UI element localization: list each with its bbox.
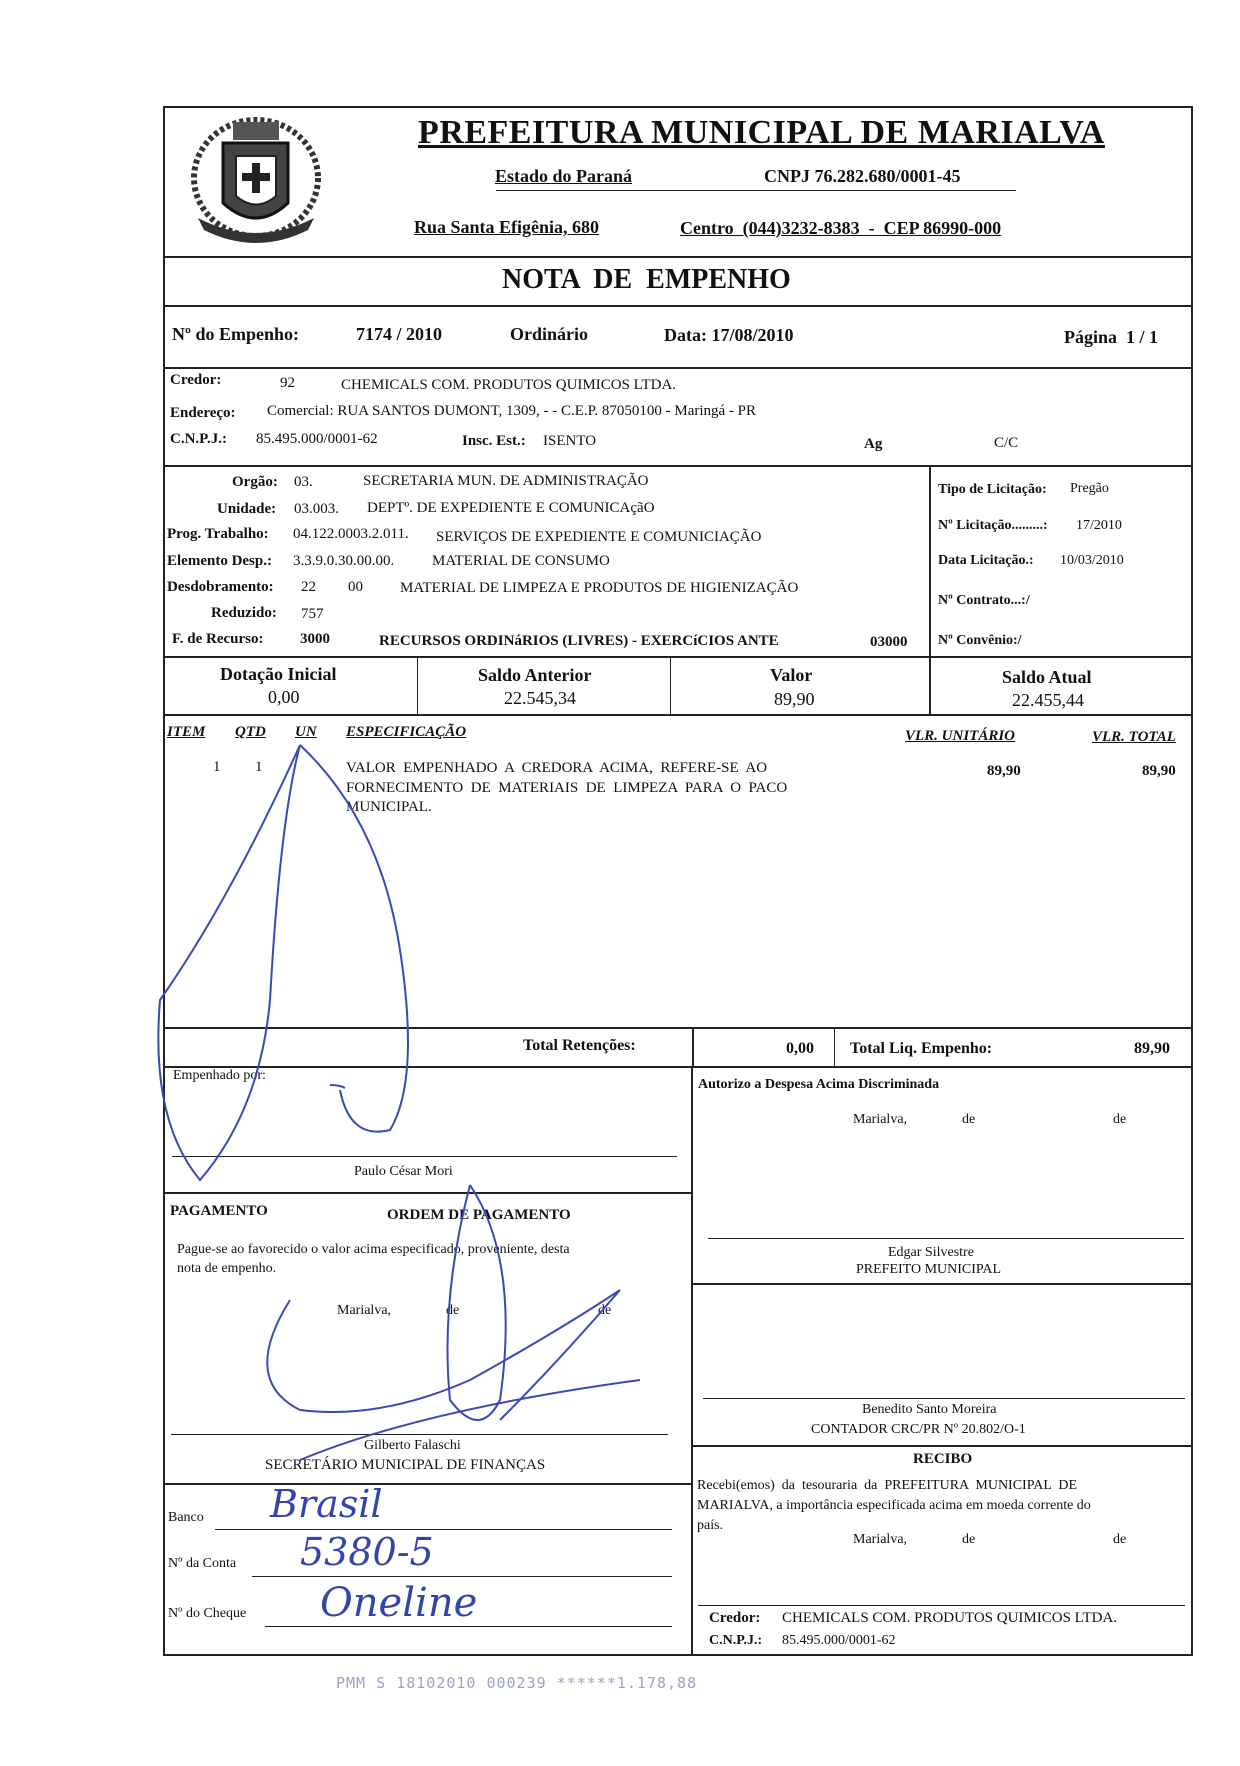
recibo-text-line-3: país. [697,1518,724,1533]
empenho-type: Ordinário [510,324,589,344]
desdobramento-name: MATERIAL DE LIMPEZA E PRODUTOS DE HIGIENIZAÇÃO [400,580,799,596]
header-title: PREFEITURA MUNICIPAL DE MARIALVA [418,114,1105,151]
total-retencoes-value: 0,00 [786,1040,814,1057]
recibo-cnpj-label: C.N.P.J.: [709,1633,763,1648]
pagamento-de-2: de [598,1303,612,1318]
total-liq-label: Total Liq. Empenho: [850,1040,993,1057]
address-label: Endereço: [170,405,236,421]
header-contact: Centro (044)3232-8383 - CEP 86990-000 [680,218,1002,238]
item-qtd: 1 [255,759,263,775]
recibo-cnpj: 85.495.000/0001-62 [782,1633,896,1648]
items-header-un: UN [295,724,317,740]
item-spec-line-1: VALOR EMPENHADO A CREDORA ACIMA, REFERE-SE AO [346,760,768,776]
header-state: Estado do Paraná [495,166,633,186]
saldo-atual-label: Saldo Atual [1002,667,1092,687]
elemento-label: Elemento Desp.: [167,553,272,569]
saldo-anterior-label: Saldo Anterior [478,665,592,685]
cnpj-label: C.N.P.J.: [170,431,227,447]
reduzido-value: 757 [301,606,324,622]
empenhado-name: Paulo César Mori [354,1164,453,1179]
page-number: Página 1 / 1 [1064,327,1159,347]
saldo-atual-value: 22.455,44 [1012,690,1084,710]
bank-stamp: PMM S 18102010 000239 ******1.178,88 [336,1674,698,1692]
recurso-name: RECURSOS ORDINáRIOS (LIVRES) - EXERCíCIOS ANTE [379,633,779,649]
recibo-de-1: de [962,1532,976,1547]
prog-name: SERVIÇOS DE EXPEDIENTE E COMUNICIAÇÃO [436,529,762,545]
autorizo-name: Edgar Silvestre [888,1245,974,1260]
prog-code: 04.122.0003.2.011. [293,526,409,542]
item-unit-price: 89,90 [987,763,1021,779]
licitacao-number: 17/2010 [1076,518,1122,533]
dotacao-value: 0,00 [268,687,300,707]
pagamento-text-line-1: Pague-se ao favorecido o valor acima especificado, proveniente, desta [177,1242,570,1257]
credor-ie: ISENTO [543,433,597,449]
unidade-name: DEPTº. DE EXPEDIENTE E COMUNICAçãO [367,500,655,516]
items-header-unit: VLR. UNITÁRIO [905,728,1016,744]
desdobramento-code2: 00 [348,579,363,595]
pagamento-place: Marialva, [337,1303,392,1318]
total-retencoes-label: Total Retenções: [523,1037,636,1054]
banco-handwritten: Brasil [270,1482,383,1526]
contrato-number: Nº Contrato...:/ [938,593,1030,608]
item-spec-line-3: MUNICIPAL. [346,799,432,815]
elemento-name: MATERIAL DE CONSUMO [432,553,610,569]
recibo-label: RECIBO [913,1451,973,1467]
saldo-anterior-value: 22.545,34 [504,688,576,708]
convenio-number: Nº Convênio:/ [938,633,1022,648]
autorizo-de-1: de [962,1112,976,1127]
items-header-total: VLR. TOTAL [1092,729,1176,745]
credor-address: Comercial: RUA SANTOS DUMONT, 1309, - - C.E.P. 87050100 - Maringá - PR [267,403,757,419]
licitacao-date-label: Data Licitação.: [938,553,1034,568]
licitacao-number-label: Nº Licitação.........: [938,518,1048,533]
empenho-number: 7174 / 2010 [356,324,443,344]
recibo-text-line-2: MARIALVA, a importância especificada acima em moeda corrente do [697,1498,1091,1513]
desdobramento-label: Desdobramento: [167,579,274,595]
item-number: 1 [213,759,221,775]
credor-code: 92 [280,375,295,391]
empenho-date: Data: 17/08/2010 [664,325,794,345]
licitacao-type-label: Tipo de Licitação: [938,482,1047,497]
recibo-place: Marialva, [853,1532,908,1547]
recurso-label: F. de Recurso: [172,631,264,647]
empenho-number-label: Nº do Empenho: [172,324,299,344]
pagamento-role: SECRETÁRIO MUNICIPAL DE FINANÇAS [265,1457,546,1473]
reduzido-label: Reduzido: [211,605,277,621]
ordem-pagamento-label: ORDEM DE PAGAMENTO [387,1207,571,1223]
pagamento-label: PAGAMENTO [170,1203,268,1219]
orgao-label: Orgão: [232,474,278,490]
empenhado-label: Empenhado por: [173,1068,266,1083]
recibo-de-2: de [1113,1532,1127,1547]
recibo-credor-name: CHEMICALS COM. PRODUTOS QUIMICOS LTDA. [782,1610,1118,1626]
credor-name: CHEMICALS COM. PRODUTOS QUIMICOS LTDA. [341,377,677,393]
contador-name: Benedito Santo Moreira [862,1402,997,1417]
contador-role: CONTADOR CRC/PR Nº 20.802/O-1 [811,1422,1026,1437]
licitacao-date: 10/03/2010 [1060,553,1124,568]
desdobramento-code1: 22 [301,579,316,595]
pagamento-de-1: de [446,1303,460,1318]
recurso-code2: 03000 [870,634,908,650]
item-spec-line-2: FORNECIMENTO DE MATERIAIS DE LIMPEZA PARA O PACO [346,780,788,796]
pagamento-name: Gilberto Falaschi [364,1438,461,1453]
credor-cnpj: 85.495.000/0001-62 [256,431,378,447]
orgao-name: SECRETARIA MUN. DE ADMINISTRAÇÃO [363,473,649,489]
item-total-price: 89,90 [1142,763,1176,779]
cheque-label: Nº do Cheque [168,1606,247,1621]
items-header-qtd: QTD [235,724,266,740]
orgao-code: 03. [294,474,313,490]
autorizo-place: Marialva, [853,1112,908,1127]
header-address: Rua Santa Efigênia, 680 [414,217,600,237]
agency-label: Ag [864,436,883,452]
autorizo-role: PREFEITO MUNICIPAL [856,1262,1002,1277]
recibo-credor-label: Credor: [709,1610,761,1626]
dotacao-label: Dotação Inicial [220,664,337,684]
recibo-text-line-1: Recebi(emos) da tesouraria da PREFEITURA MUNICIPAL DE [697,1478,1078,1493]
credor-label: Credor: [170,372,222,388]
pagamento-text-line-2: nota de empenho. [177,1261,277,1276]
document-title: NOTA DE EMPENHO [502,264,791,295]
banco-label: Banco [168,1510,204,1525]
header-cnpj: CNPJ 76.282.680/0001-45 [764,166,961,186]
valor-value: 89,90 [774,689,815,709]
licitacao-type: Pregão [1070,481,1109,496]
total-liq-value: 89,90 [1134,1040,1170,1057]
recurso-code: 3000 [300,631,330,647]
unidade-code: 03.003. [294,501,339,517]
items-header-item: ITEM [167,724,206,740]
autorizo-label: Autorizo a Despesa Acima Discriminada [698,1077,940,1092]
cheque-handwritten: Oneline [320,1580,478,1626]
conta-label: Nº da Conta [168,1556,237,1571]
ie-label: Insc. Est.: [462,433,526,449]
unidade-label: Unidade: [217,501,277,517]
prog-label: Prog. Trabalho: [167,526,269,542]
autorizo-de-2: de [1113,1112,1127,1127]
conta-handwritten: 5380-5 [300,1530,434,1574]
account-label: C/C [994,435,1019,451]
valor-label: Valor [770,665,813,685]
items-header-espec: ESPECIFICAÇÃO [346,724,467,740]
elemento-code: 3.3.9.0.30.00.00. [293,553,395,569]
